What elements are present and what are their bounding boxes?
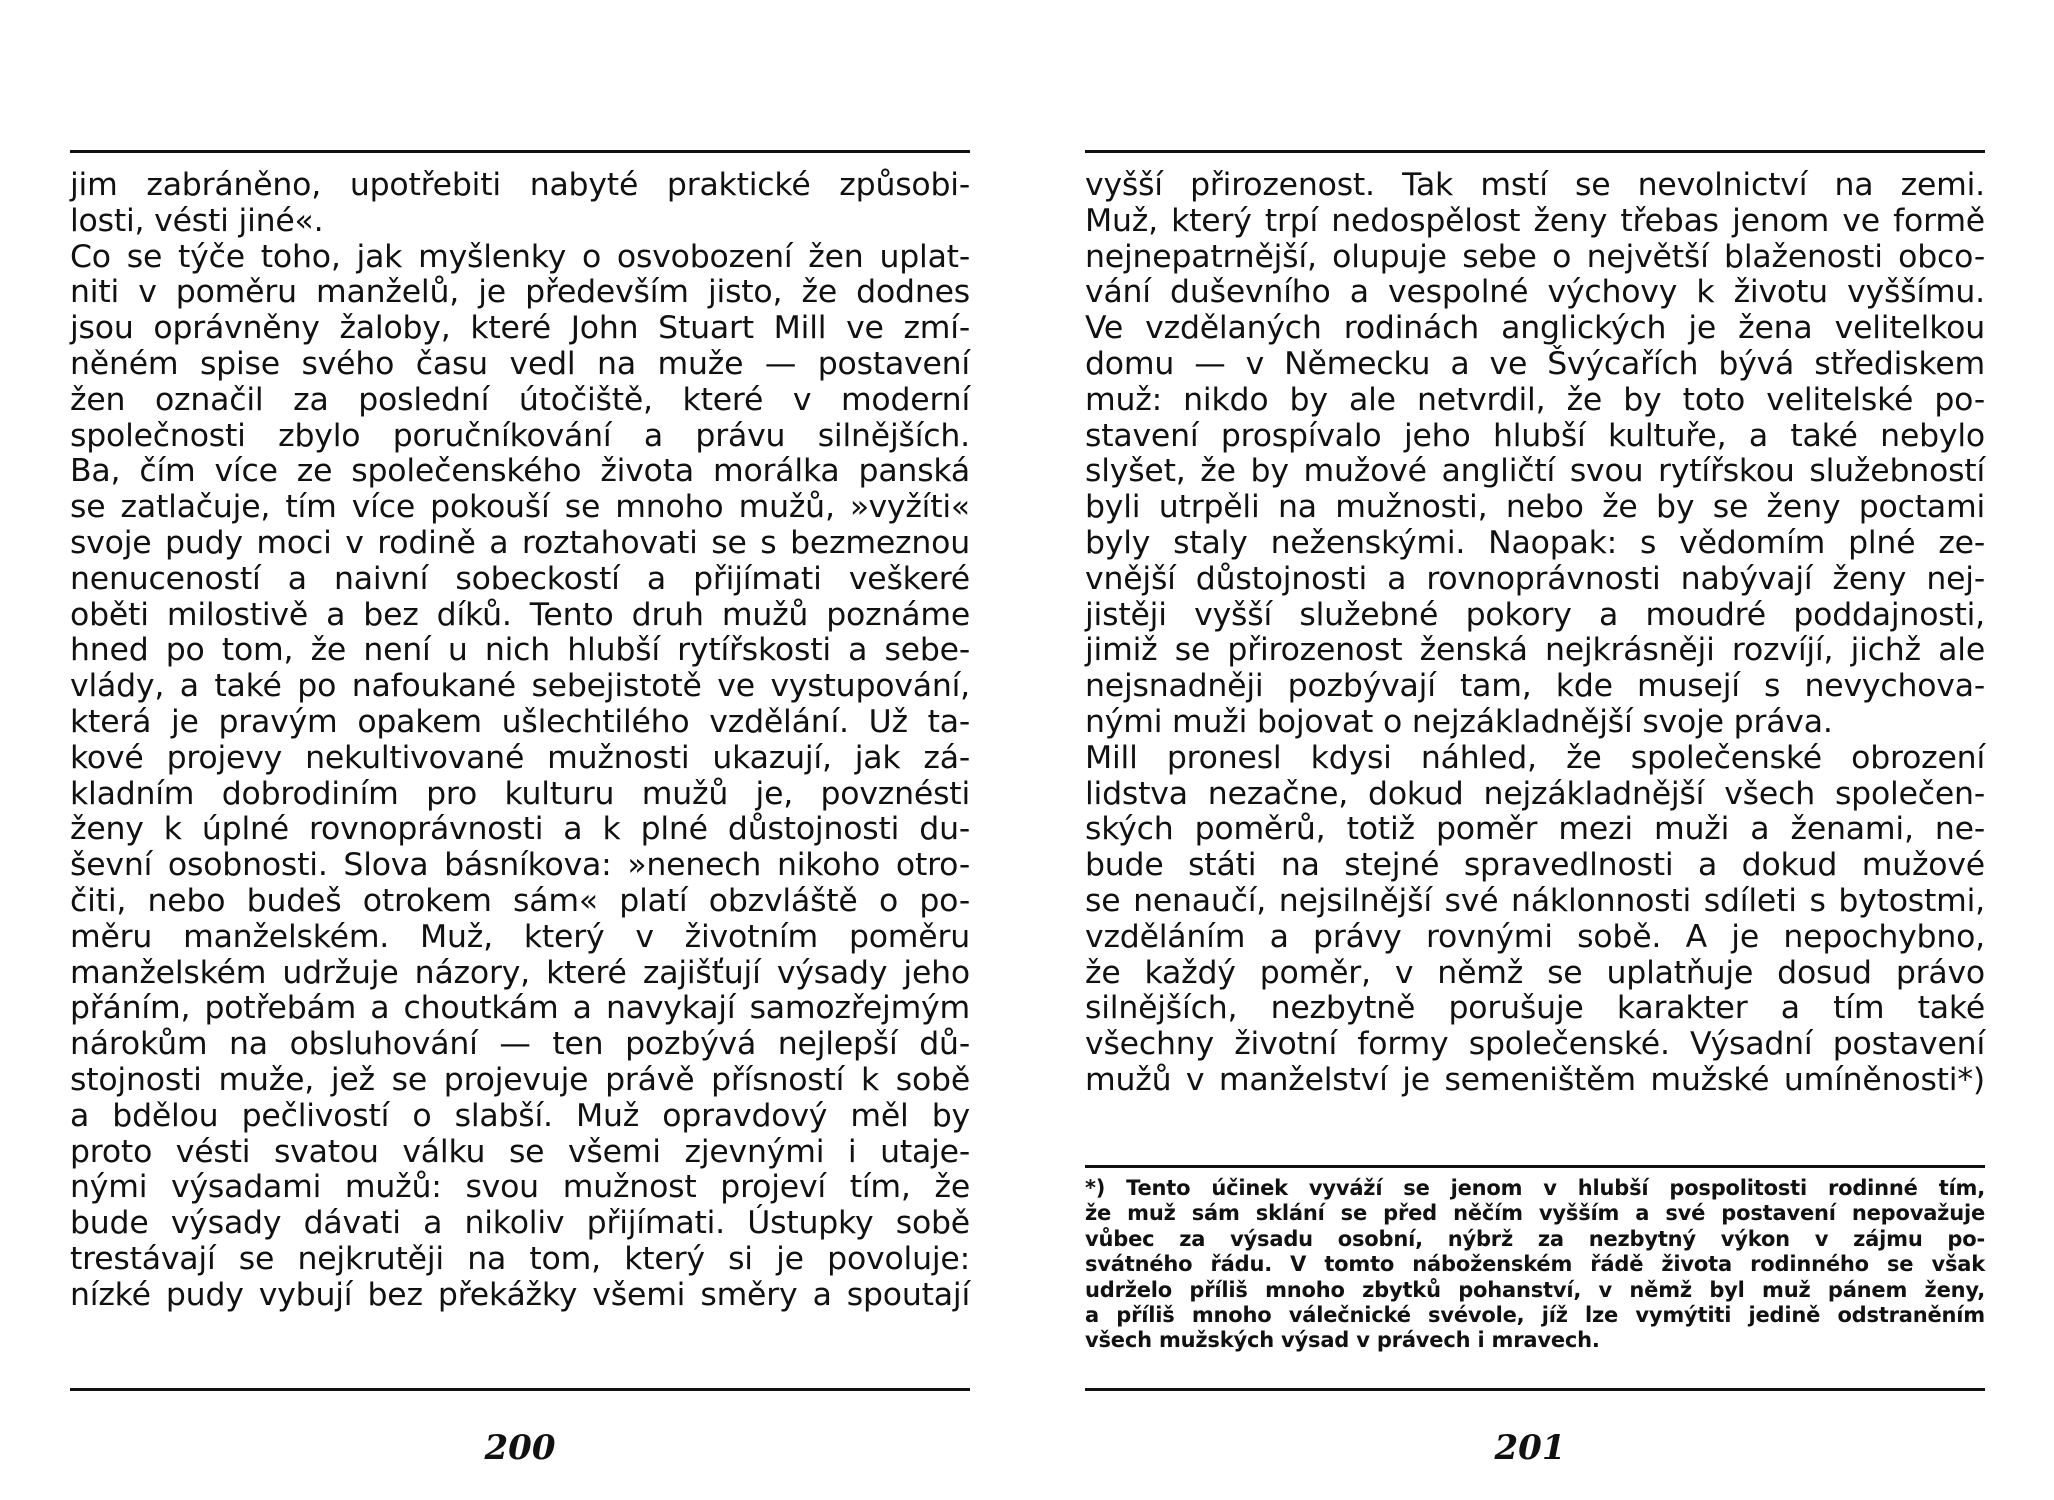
text-line: byly staly neženskými. Naopak: s vědomím plné ze-: [1085, 524, 1985, 561]
text-line: vyšší přirozenost. Tak mstí se nevolnictví na zemi.: [1085, 167, 1985, 203]
text-line: hned po tom, že není u nich hlubší rytířskosti a sebe-: [70, 632, 970, 669]
text-line: žen označil za poslední útočiště, které v moderní: [70, 381, 970, 418]
text-line: domu — v Německu a ve Švýcařích bývá střediskem: [1085, 345, 1985, 382]
text-line: Muž, který trpí nedospělost ženy třebas jenom ve formě: [1085, 202, 1985, 239]
text-line: bude výsady dávati a nikoliv přijímati. Ústupky sobě: [70, 1205, 970, 1242]
text-line: vlády, a také po nafoukané sebejistotě ve vystupování,: [70, 668, 970, 705]
text-line: jim zabráněno, upotřebiti nabyté praktické způsobi-: [70, 167, 970, 203]
text-line: nenuceností a naivní sobeckostí a přijímati veškeré: [70, 560, 970, 597]
text-line: měru manželském. Muž, který v životním poměru: [70, 918, 970, 955]
text-line: vání duševního a vespolné výchovy k životu vyššímu.: [1085, 274, 1985, 311]
bottom-rule: [1085, 1388, 1985, 1391]
text-line: nými výsadami mužů: svou mužnost projeví tím, že: [70, 1169, 970, 1206]
text-line: oběti milostivě a bez díků. Tento druh mužů poznáme: [70, 596, 970, 633]
bottom-rule: [70, 1388, 970, 1391]
text-line: ských poměrů, totiž poměr mezi muži a ženami, ne-: [1085, 811, 1985, 848]
text-line: Ve vzdělaných rodinách anglických je žena velitelkou: [1085, 310, 1985, 347]
footnote: [1085, 1176, 1985, 1354]
text-line: Mill pronesl kdysi náhled, že společenské obrození: [1085, 739, 1985, 776]
footnote-line: *) Tento účinek vyváží se jenom v hlubší pospolitosti rodinné tím,: [1085, 1176, 1985, 1200]
footnote-line: a příliš mnoho válečnické svévole, jíž lze vymýtiti jedině odstraněním: [1085, 1302, 1985, 1327]
text-line: nými muži bojovat o nejzákladnější svoje práva.: [1085, 703, 1833, 740]
text-line: ševní osobnosti. Slova básníkova: »nenech nikoho otro-: [70, 847, 970, 884]
text-line: nejsnadněji pozbývají tam, kde musejí s nevychova-: [1085, 668, 1985, 705]
text-line: bude státi na stejné spravedlnosti a dokud mužové: [1085, 847, 1985, 884]
text-line: kové projevy nekultivované mužnosti ukazují, jak zá-: [70, 739, 970, 776]
text-line: jimiž se přirozenost ženská nejkrásněji rozvíjí, jichž ale: [1085, 632, 1985, 669]
text-line: vnější důstojnosti a rovnoprávnosti nabývají ženy nej-: [1085, 560, 1985, 597]
text-line: slyšet, že by mužové angličtí svou rytířskou služebností: [1085, 453, 1985, 490]
text-line: společnosti zbylo poručníkování a právu silnějších.: [70, 417, 970, 454]
text-line: se zatlačuje, tím více pokouší se mnoho mužů, »vyžíti«: [70, 489, 970, 526]
text-line: přáním, potřebám a choutkám a navykají samozřejmým: [70, 990, 970, 1027]
text-line: Ba, čím více ze společenského života morálka panská: [70, 453, 970, 490]
text-line: trestávají se nejkrutěji na tom, který si je povoluje:: [70, 1240, 970, 1277]
text-line: vzděláním a právy rovnými sobě. A je nepochybno,: [1085, 918, 1985, 955]
text-line: jsou oprávněny žaloby, které John Stuart Mill ve zmí-: [70, 310, 970, 347]
text-line: silnějších, nezbytně porušuje karakter a tím také: [1085, 990, 1985, 1027]
page-number: 200: [484, 1428, 556, 1468]
text-line: něném spise svého času vedl na muže — postavení: [70, 345, 970, 382]
text-line: muž: nikdo by ale netvrdil, že by toto velitelské po-: [1085, 381, 1985, 418]
text-line: lidstva nezačne, dokud nejzákladnější všech společen-: [1085, 775, 1985, 812]
text-line: manželském udržuje názory, které zajišťují výsady jeho: [70, 954, 970, 991]
text-line: čiti, nebo budeš otrokem sám« platí obzvláště o po-: [70, 882, 970, 919]
footnote-line: svátného řádu. V tomto náboženském řádě života rodinného se však: [1085, 1252, 1985, 1277]
page-number: 201: [1494, 1428, 1566, 1468]
text-line: která je pravým opakem ušlechtilého vzdělání. Už ta-: [70, 703, 970, 740]
footnote-line: vůbec za výsadu osobní, nýbrž za nezbytný výkon v zájmu po-: [1085, 1226, 1985, 1251]
text-line: všechny životní formy společenské. Výsadní postavení: [1085, 1026, 1985, 1063]
text-line: mužů v manželství je semeništěm mužské umíněnosti*): [1085, 1061, 1985, 1098]
footnote-line: udrželo příliš mnoho zbytků pohanství, v němž byl muž pánem ženy,: [1085, 1277, 1985, 1302]
text-line: nejnepatrnější, olupuje sebe o největší blaženosti obco-: [1085, 238, 1985, 275]
footnote-rule: [1085, 1165, 1985, 1168]
top-rule: [70, 150, 970, 153]
text-line: ženy k úplné rovnoprávnosti a k plné důstojnosti du-: [70, 811, 970, 848]
right-page: [1085, 0, 1985, 1500]
text-line: stavení prospívalo jeho hlubší kultuře, a také nebylo: [1085, 417, 1985, 454]
left-page: [70, 0, 970, 1500]
text-line: niti v poměru manželů, je především jisto, že dodnes: [70, 274, 970, 311]
text-line: byli utrpěli na mužnosti, nebo že by se ženy poctami: [1085, 489, 1985, 526]
text-line: že každý poměr, v němž se uplatňuje dosud právo: [1085, 954, 1985, 991]
text-line: nárokům na obsluhování — ten pozbývá nejlepší dů-: [70, 1026, 970, 1063]
text-line: stojnosti muže, jež se projevuje právě přísností k sobě: [70, 1061, 970, 1098]
right-body-text: [1085, 168, 1985, 1099]
footnote-line: všech mužských výsad v právech i mravech.: [1085, 1328, 1600, 1353]
text-line: proto vésti svatou válku se všemi zjevnými i utaje-: [70, 1133, 970, 1170]
text-line: Co se týče toho, jak myšlenky o osvobození žen uplat-: [70, 238, 970, 275]
text-line: jistěji vyšší služebné pokory a moudré poddajnosti,: [1085, 596, 1985, 633]
text-line: svoje pudy moci v rodině a roztahovati se s bezmeznou: [70, 524, 970, 561]
text-line: kladním dobrodiním pro kulturu mužů je, povznésti: [70, 775, 970, 812]
footnote-line: že muž sám sklání se před něčím vyšším a své postavení nepovažuje: [1085, 1201, 1985, 1226]
text-line: nízké pudy vybují bez překážky všemi směry a spoutají: [70, 1276, 970, 1313]
top-rule: [1085, 150, 1985, 153]
text-line: a bdělou pečlivostí o slabší. Muž opravdový měl by: [70, 1097, 970, 1134]
left-body-text: [70, 168, 970, 1314]
text-line: se nenaučí, nejsilnější své náklonnosti sdíleti s bytostmi,: [1085, 882, 1985, 919]
text-line: losti, vésti jiné«.: [70, 202, 324, 239]
